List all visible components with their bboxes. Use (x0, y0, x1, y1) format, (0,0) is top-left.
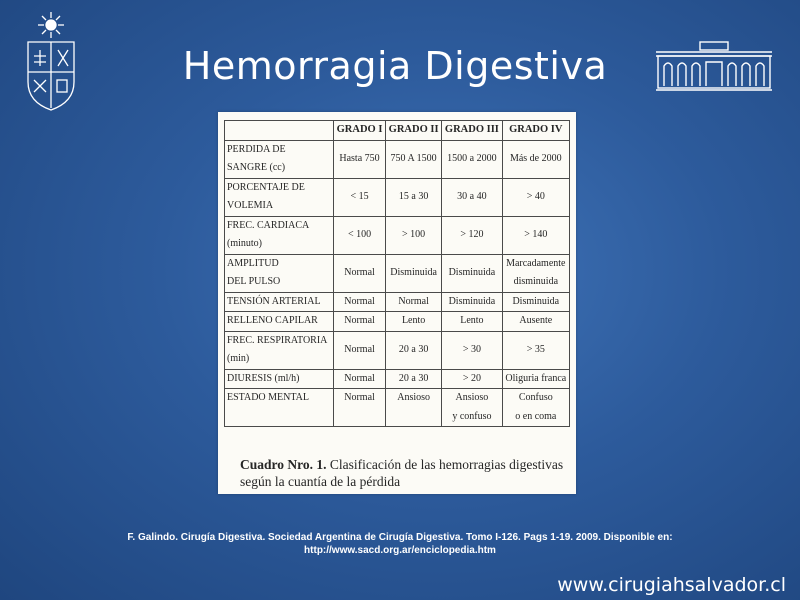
value-cell: > 100 (386, 216, 442, 254)
parameter-cell (225, 216, 334, 254)
scanned-table-image (218, 112, 576, 494)
value-cell: Normal (334, 389, 386, 427)
value-cell: Oliguria franca (502, 369, 569, 389)
header-cell: GRADO IV (502, 121, 569, 141)
table-row (225, 254, 570, 292)
table-row (225, 178, 570, 216)
parameter-label: PORCENTAJE DE (227, 181, 305, 193)
value-cell: Más de 2000 (502, 140, 569, 178)
value-cell: 1500 a 2000 (442, 140, 502, 178)
value-cell: Disminuida (442, 292, 502, 312)
value-cell: Ausente (502, 312, 569, 332)
table-header-row (225, 121, 570, 141)
caption-label: Cuadro Nro. 1. (240, 457, 327, 472)
value-cell: Lento (386, 312, 442, 332)
value-cell: Normal (334, 369, 386, 389)
value-cell: > 35 (502, 331, 569, 369)
parameter-cell (225, 178, 334, 216)
parameter-label: FREC. CARDIACA (227, 219, 310, 231)
value-cell: 20 a 30 (386, 331, 442, 369)
value-cell: > 30 (442, 331, 502, 369)
reference-url: http://www.sacd.org.ar/enciclopedia.htm (304, 545, 496, 556)
header-cell: GRADO I (334, 121, 386, 141)
value-cell: > 120 (442, 216, 502, 254)
parameter-label: SANGRE (cc) (227, 162, 286, 173)
value-line: disminuida (513, 276, 559, 287)
table-row (225, 216, 570, 254)
value-line: Ansioso (455, 392, 489, 403)
value-cell: Hasta 750 (334, 140, 386, 178)
table-caption (240, 456, 570, 490)
value-cell (502, 254, 569, 292)
table-row (225, 369, 570, 389)
value-cell: Disminuida (442, 254, 502, 292)
parameter-label: (minuto) (227, 238, 262, 249)
parameter-cell: DIURESIS (ml/h) (225, 369, 334, 389)
value-cell: Normal (334, 331, 386, 369)
value-line: o en coma (515, 410, 557, 422)
value-line: y confuso (452, 410, 492, 422)
table-row (225, 331, 570, 369)
value-line: Confuso (518, 392, 553, 403)
table-row (225, 312, 570, 332)
value-cell: < 100 (334, 216, 386, 254)
header-cell: GRADO II (386, 121, 442, 141)
parameter-cell (225, 254, 334, 292)
parameter-label: (min) (227, 353, 250, 364)
header-cell: GRADO III (442, 121, 502, 141)
value-cell: > 40 (502, 178, 569, 216)
value-cell: Disminuida (502, 292, 569, 312)
value-cell: < 15 (334, 178, 386, 216)
value-cell (502, 389, 569, 427)
value-cell: Normal (334, 254, 386, 292)
reference-citation (0, 531, 800, 557)
parameter-cell: TENSIÓN ARTERIAL (225, 292, 334, 312)
header-cell (225, 121, 334, 141)
value-cell: 15 a 30 (386, 178, 442, 216)
parameter-cell: RELLENO CAPILAR (225, 312, 334, 332)
value-cell: Ansioso (386, 389, 442, 427)
value-line: Marcadamente (506, 257, 566, 269)
caption-text: Clasificación de las hemorragias digestivas según la cuantía de la pérdida (240, 457, 564, 489)
value-cell: Normal (334, 292, 386, 312)
table-row (225, 389, 570, 427)
value-cell: 30 a 40 (442, 178, 502, 216)
reference-line: F. Galindo. Cirugía Digestiva. Sociedad Argentina de Cirugía Digestiva. Tomo I-126. Pags 1-19. 2009. Disponible en: (127, 532, 673, 543)
website-footer: www.cirugiahsalvador.cl (557, 574, 786, 596)
value-cell: 750 A 1500 (386, 140, 442, 178)
value-cell: Lento (442, 312, 502, 332)
value-cell (442, 389, 502, 427)
slide-title: Hemorragia Digestiva (182, 44, 608, 88)
parameter-label: PERDIDA DE (227, 143, 286, 155)
parameter-label: AMPLITUD (227, 257, 279, 269)
parameter-cell: ESTADO MENTAL (225, 389, 334, 427)
value-cell: Normal (386, 292, 442, 312)
parameter-label: FREC. RESPIRATORIA (227, 334, 328, 346)
parameter-label: VOLEMIA (227, 200, 274, 211)
value-cell: Normal (334, 312, 386, 332)
value-cell: Disminuida (386, 254, 442, 292)
parameter-cell (225, 331, 334, 369)
value-cell: > 140 (502, 216, 569, 254)
parameter-cell (225, 140, 334, 178)
table-row (225, 140, 570, 178)
value-cell: 20 a 30 (386, 369, 442, 389)
value-cell: > 20 (442, 369, 502, 389)
parameter-label: DEL PULSO (227, 276, 281, 287)
table-row (225, 292, 570, 312)
hemorrhage-classification-table (224, 120, 570, 427)
